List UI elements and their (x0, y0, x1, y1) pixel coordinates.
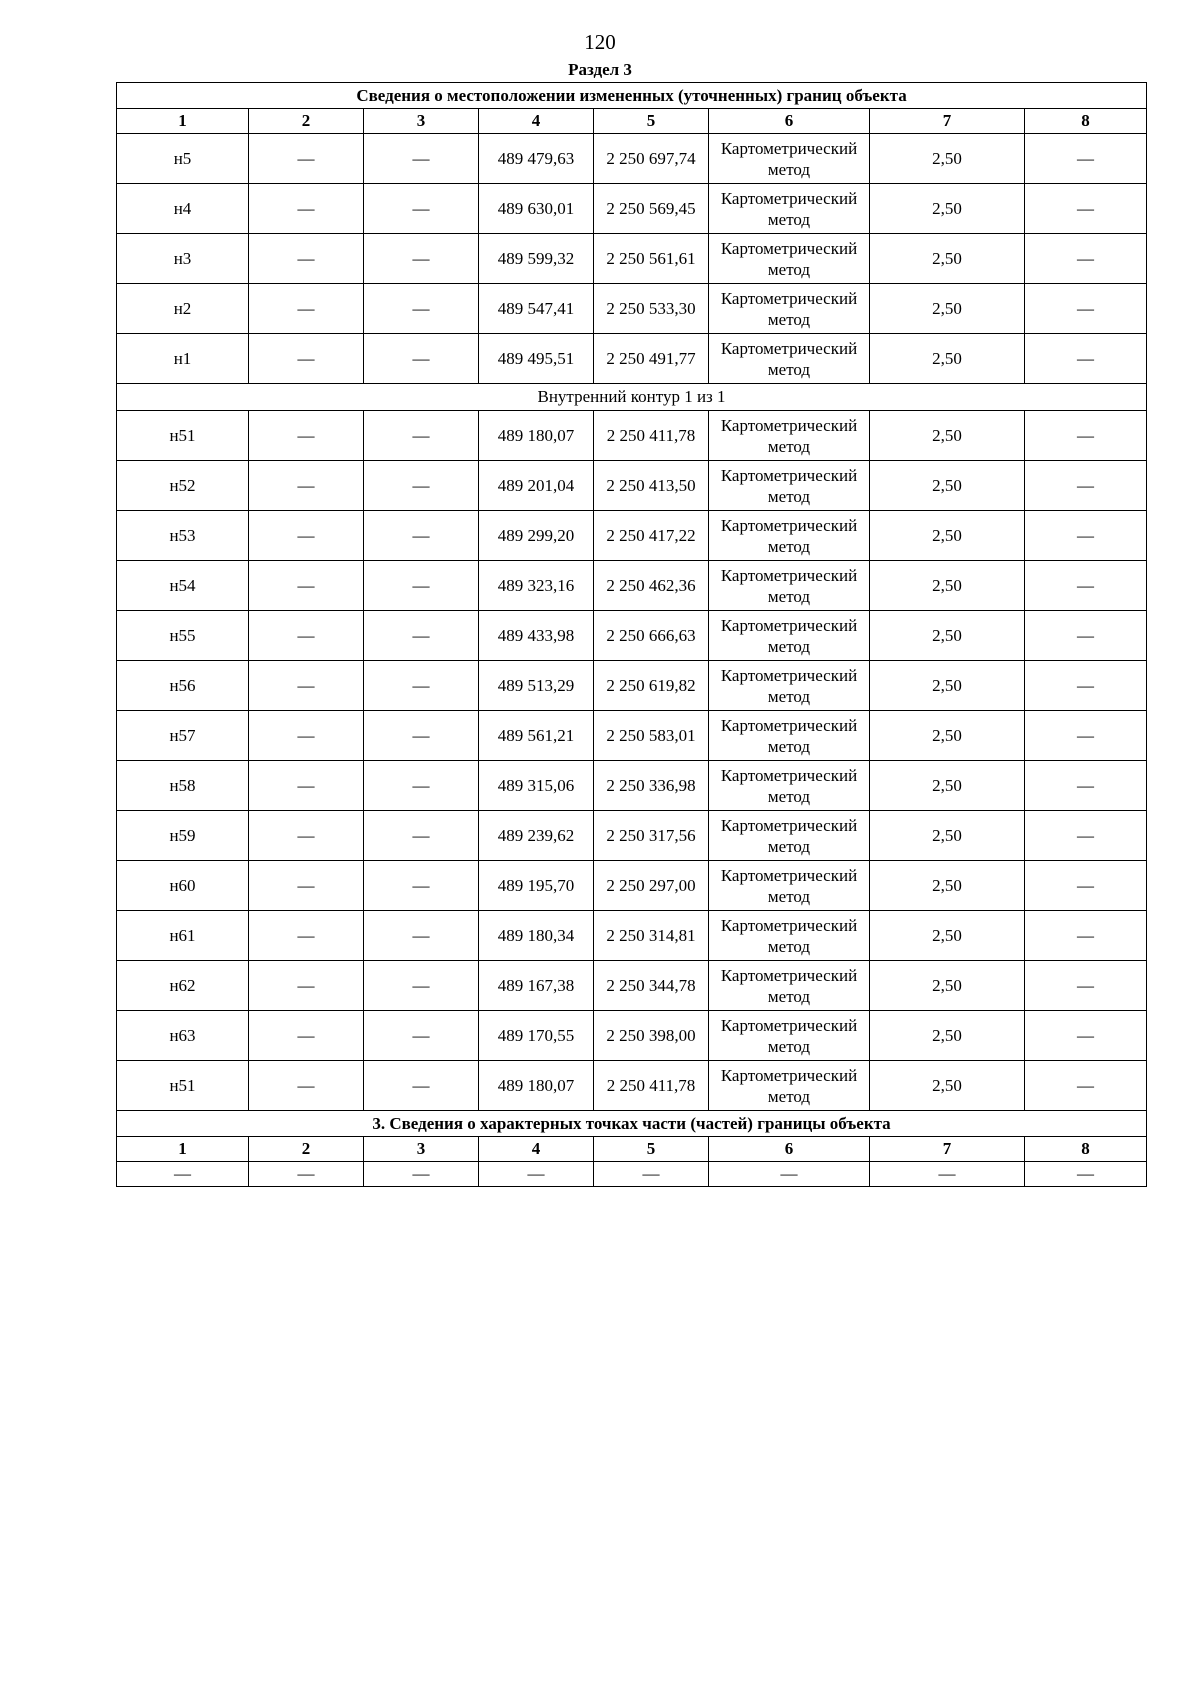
coordinate-y-cell: 2 250 411,78 (594, 411, 709, 461)
coordinate-y-cell: 2 250 344,78 (594, 961, 709, 1011)
column-header: 2 (249, 1137, 364, 1162)
point-number-cell: н51 (117, 411, 249, 461)
method-cell: Картометрический метод (709, 611, 870, 661)
column-header: 8 (1025, 1137, 1147, 1162)
accuracy-cell: 2,50 (870, 511, 1025, 561)
empty-cell: — (1025, 761, 1147, 811)
column-header: 4 (479, 109, 594, 134)
method-cell: Картометрический метод (709, 1011, 870, 1061)
coordinate-y-cell: 2 250 583,01 (594, 711, 709, 761)
table-row (117, 661, 1147, 711)
section2-caption-row (117, 1111, 1147, 1137)
method-cell: Картометрический метод (709, 911, 870, 961)
table-row (117, 561, 1147, 611)
coordinate-x-cell: 489 180,07 (479, 1061, 594, 1111)
point-number-cell: н61 (117, 911, 249, 961)
coordinate-x-cell: 489 433,98 (479, 611, 594, 661)
empty-cell: — (870, 1162, 1025, 1187)
point-number-cell: н51 (117, 1061, 249, 1111)
coordinate-x-cell: 489 239,62 (479, 811, 594, 861)
method-cell: Картометрический метод (709, 284, 870, 334)
section-title: Раздел 3 (568, 60, 632, 79)
empty-cell: — (479, 1162, 594, 1187)
section2-caption: 3. Сведения о характерных точках части (частей) границы объекта (117, 1111, 1147, 1137)
empty-cell: — (249, 334, 364, 384)
coordinate-x-cell: 489 513,29 (479, 661, 594, 711)
table-row (117, 711, 1147, 761)
point-number-cell: н5 (117, 134, 249, 184)
section2-header-row (117, 1137, 1147, 1162)
coordinate-y-cell: 2 250 297,00 (594, 861, 709, 911)
accuracy-cell: 2,50 (870, 961, 1025, 1011)
accuracy-cell: 2,50 (870, 284, 1025, 334)
column-header: 5 (594, 1137, 709, 1162)
empty-cell: — (1025, 461, 1147, 511)
boundary-table (116, 82, 1147, 1187)
empty-cell: — (1025, 611, 1147, 661)
accuracy-cell: 2,50 (870, 611, 1025, 661)
empty-cell: — (1025, 861, 1147, 911)
method-cell: Картометрический метод (709, 961, 870, 1011)
method-cell: Картометрический метод (709, 184, 870, 234)
empty-cell: — (249, 961, 364, 1011)
empty-cell: — (1025, 334, 1147, 384)
point-number-cell: н58 (117, 761, 249, 811)
method-cell: Картометрический метод (709, 561, 870, 611)
empty-cell: — (249, 761, 364, 811)
method-cell: Картометрический метод (709, 134, 870, 184)
accuracy-cell: 2,50 (870, 134, 1025, 184)
empty-cell: — (249, 134, 364, 184)
method-cell: Картометрический метод (709, 334, 870, 384)
coordinate-x-cell: 489 180,34 (479, 911, 594, 961)
coordinate-y-cell: 2 250 666,63 (594, 611, 709, 661)
table-row (117, 811, 1147, 861)
empty-cell: — (1025, 1162, 1147, 1187)
accuracy-cell: 2,50 (870, 411, 1025, 461)
coordinate-x-cell: 489 599,32 (479, 234, 594, 284)
empty-cell: — (249, 284, 364, 334)
coordinate-x-cell: 489 547,41 (479, 284, 594, 334)
point-number-cell: н4 (117, 184, 249, 234)
empty-cell: — (364, 661, 479, 711)
empty-cell: — (709, 1162, 870, 1187)
accuracy-cell: 2,50 (870, 334, 1025, 384)
empty-cell: — (249, 184, 364, 234)
empty-cell: — (1025, 1061, 1147, 1111)
empty-cell: — (1025, 511, 1147, 561)
table-caption: Сведения о местоположении измененных (уточненных) границ объекта (117, 83, 1147, 109)
column-header: 2 (249, 109, 364, 134)
method-cell: Картометрический метод (709, 1061, 870, 1111)
point-number-cell: н3 (117, 234, 249, 284)
coordinate-y-cell: 2 250 491,77 (594, 334, 709, 384)
column-header: 1 (117, 109, 249, 134)
column-header: 7 (870, 109, 1025, 134)
empty-cell: — (1025, 184, 1147, 234)
column-header: 3 (364, 109, 479, 134)
method-cell: Картометрический метод (709, 234, 870, 284)
empty-cell: — (364, 134, 479, 184)
empty-cell: — (364, 184, 479, 234)
point-number-cell: н2 (117, 284, 249, 334)
coordinate-y-cell: 2 250 398,00 (594, 1011, 709, 1061)
accuracy-cell: 2,50 (870, 861, 1025, 911)
column-header: 3 (364, 1137, 479, 1162)
method-cell: Картометрический метод (709, 661, 870, 711)
point-number-cell: н62 (117, 961, 249, 1011)
empty-cell: — (249, 611, 364, 661)
empty-cell: — (1025, 661, 1147, 711)
empty-cell: — (364, 961, 479, 1011)
coordinate-y-cell: 2 250 619,82 (594, 661, 709, 711)
coordinate-x-cell: 489 323,16 (479, 561, 594, 611)
empty-cell: — (1025, 811, 1147, 861)
empty-cell: — (249, 811, 364, 861)
empty-cell: — (364, 1162, 479, 1187)
table-row (117, 334, 1147, 384)
coordinate-y-cell: 2 250 533,30 (594, 284, 709, 334)
column-header: 4 (479, 1137, 594, 1162)
accuracy-cell: 2,50 (870, 561, 1025, 611)
empty-cell: — (1025, 911, 1147, 961)
coordinate-y-cell: 2 250 413,50 (594, 461, 709, 511)
empty-cell: — (249, 1162, 364, 1187)
coordinate-x-cell: 489 630,01 (479, 184, 594, 234)
method-cell: Картометрический метод (709, 761, 870, 811)
empty-cell: — (249, 1061, 364, 1111)
accuracy-cell: 2,50 (870, 234, 1025, 284)
empty-cell: — (249, 461, 364, 511)
accuracy-cell: 2,50 (870, 461, 1025, 511)
empty-cell: — (364, 1011, 479, 1061)
empty-cell: — (249, 661, 364, 711)
empty-cell: — (594, 1162, 709, 1187)
accuracy-cell: 2,50 (870, 184, 1025, 234)
coordinate-x-cell: 489 170,55 (479, 1011, 594, 1061)
point-number-cell: н56 (117, 661, 249, 711)
empty-cell: — (1025, 234, 1147, 284)
table-row (117, 511, 1147, 561)
empty-cell: — (364, 861, 479, 911)
coordinate-x-cell: 489 195,70 (479, 861, 594, 911)
point-number-cell: н55 (117, 611, 249, 661)
table-row (117, 611, 1147, 661)
column-header: 5 (594, 109, 709, 134)
empty-cell: — (364, 234, 479, 284)
empty-cell: — (1025, 711, 1147, 761)
point-number-cell: н59 (117, 811, 249, 861)
empty-cell: — (364, 1061, 479, 1111)
empty-cell: — (249, 911, 364, 961)
coordinate-y-cell: 2 250 317,56 (594, 811, 709, 861)
method-cell: Картометрический метод (709, 861, 870, 911)
empty-cell: — (364, 411, 479, 461)
coordinate-x-cell: 489 201,04 (479, 461, 594, 511)
column-header-row (117, 109, 1147, 134)
table-row (117, 284, 1147, 334)
boundary-table-body (117, 83, 1147, 1187)
accuracy-cell: 2,50 (870, 1061, 1025, 1111)
empty-cell: — (364, 461, 479, 511)
empty-cell: — (117, 1162, 249, 1187)
empty-cell: — (364, 511, 479, 561)
point-number-cell: н54 (117, 561, 249, 611)
empty-cell: — (249, 234, 364, 284)
empty-cell: — (249, 861, 364, 911)
coordinate-y-cell: 2 250 462,36 (594, 561, 709, 611)
empty-cell: — (249, 711, 364, 761)
coordinate-x-cell: 489 479,63 (479, 134, 594, 184)
column-header: 6 (709, 1137, 870, 1162)
coordinate-y-cell: 2 250 569,45 (594, 184, 709, 234)
coordinate-x-cell: 489 561,21 (479, 711, 594, 761)
empty-cell: — (364, 811, 479, 861)
accuracy-cell: 2,50 (870, 711, 1025, 761)
point-number-cell: н52 (117, 461, 249, 511)
table-row (117, 184, 1147, 234)
table-row (117, 1061, 1147, 1111)
coordinate-x-cell: 489 315,06 (479, 761, 594, 811)
coordinate-y-cell: 2 250 417,22 (594, 511, 709, 561)
method-cell: Картометрический метод (709, 511, 870, 561)
column-header: 8 (1025, 109, 1147, 134)
empty-cell: — (249, 561, 364, 611)
empty-cell: — (364, 334, 479, 384)
empty-cell: — (1025, 1011, 1147, 1061)
table-caption-row (117, 83, 1147, 109)
coordinate-y-cell: 2 250 697,74 (594, 134, 709, 184)
empty-cell: — (1025, 411, 1147, 461)
coordinate-y-cell: 2 250 561,61 (594, 234, 709, 284)
empty-cell: — (364, 561, 479, 611)
point-number-cell: н57 (117, 711, 249, 761)
coordinate-y-cell: 2 250 411,78 (594, 1061, 709, 1111)
table-row (117, 861, 1147, 911)
coordinate-x-cell: 489 495,51 (479, 334, 594, 384)
empty-cell: — (1025, 134, 1147, 184)
empty-cell: — (1025, 561, 1147, 611)
method-cell: Картометрический метод (709, 811, 870, 861)
coordinate-y-cell: 2 250 314,81 (594, 911, 709, 961)
method-cell: Картометрический метод (709, 711, 870, 761)
accuracy-cell: 2,50 (870, 1011, 1025, 1061)
page-number: 120 (584, 30, 616, 54)
table-row (117, 411, 1147, 461)
empty-cell: — (364, 711, 479, 761)
table-row (117, 234, 1147, 284)
coordinate-x-cell: 489 299,20 (479, 511, 594, 561)
empty-cell: — (364, 611, 479, 661)
accuracy-cell: 2,50 (870, 911, 1025, 961)
section2-empty-row (117, 1162, 1147, 1187)
point-number-cell: н1 (117, 334, 249, 384)
coordinate-x-cell: 489 167,38 (479, 961, 594, 1011)
column-header: 1 (117, 1137, 249, 1162)
table-row (117, 461, 1147, 511)
accuracy-cell: 2,50 (870, 661, 1025, 711)
empty-cell: — (249, 411, 364, 461)
table-row (117, 761, 1147, 811)
method-cell: Картометрический метод (709, 411, 870, 461)
column-header: 6 (709, 109, 870, 134)
point-number-cell: н63 (117, 1011, 249, 1061)
inner-contour-row (117, 384, 1147, 411)
empty-cell: — (1025, 961, 1147, 1011)
accuracy-cell: 2,50 (870, 761, 1025, 811)
empty-cell: — (249, 511, 364, 561)
point-number-cell: н53 (117, 511, 249, 561)
empty-cell: — (364, 284, 479, 334)
coordinate-x-cell: 489 180,07 (479, 411, 594, 461)
table-row (117, 1011, 1147, 1061)
table-row (117, 961, 1147, 1011)
table-row (117, 134, 1147, 184)
column-header: 7 (870, 1137, 1025, 1162)
accuracy-cell: 2,50 (870, 811, 1025, 861)
coordinate-y-cell: 2 250 336,98 (594, 761, 709, 811)
empty-cell: — (364, 761, 479, 811)
method-cell: Картометрический метод (709, 461, 870, 511)
point-number-cell: н60 (117, 861, 249, 911)
empty-cell: — (1025, 284, 1147, 334)
inner-contour-label: Внутренний контур 1 из 1 (117, 384, 1147, 411)
empty-cell: — (249, 1011, 364, 1061)
empty-cell: — (364, 911, 479, 961)
table-row (117, 911, 1147, 961)
